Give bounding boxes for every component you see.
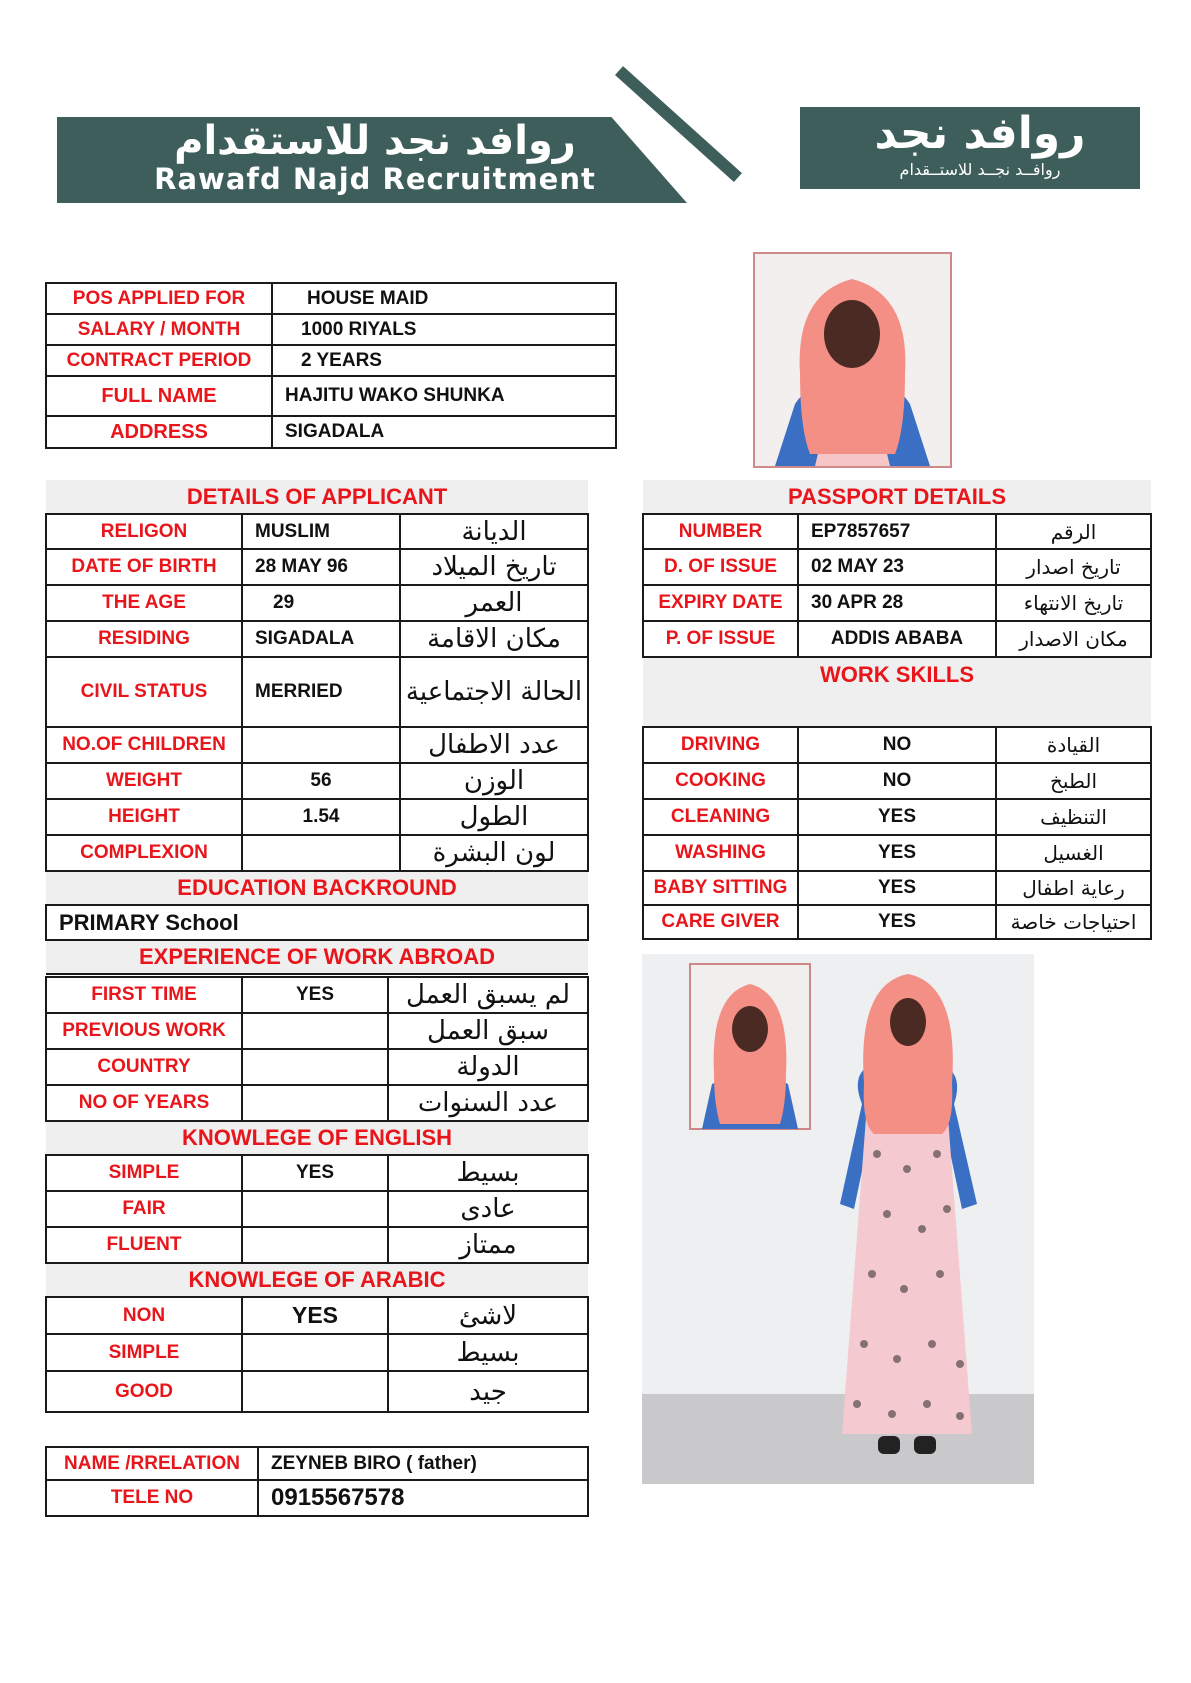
table-row-value xyxy=(242,1013,388,1049)
table-row-value: YES xyxy=(798,871,996,905)
table-row-label: SIMPLE xyxy=(46,1155,242,1191)
table-row-label: COUNTRY xyxy=(46,1049,242,1085)
table-row-ar: عادى xyxy=(388,1191,588,1227)
table-row-value xyxy=(242,835,400,871)
table-row-value: YES xyxy=(242,1155,388,1191)
education-title: EDUCATION BACKROUND xyxy=(46,871,588,905)
pos-label: POS APPLIED FOR xyxy=(46,283,272,314)
table-row-value: 02 MAY 23 xyxy=(798,549,996,585)
table-row-label: CARE GIVER xyxy=(643,905,798,939)
table-row-value: 30 APR 28 xyxy=(798,585,996,621)
portrait-photo xyxy=(753,252,952,468)
table-row-ar: تاريخ الميلاد xyxy=(400,549,588,585)
table-row-value: EP7857657 xyxy=(798,514,996,549)
table-row-label: DRIVING xyxy=(643,727,798,763)
table-row-ar: العمر xyxy=(400,585,588,621)
table-row-label: GOOD xyxy=(46,1371,242,1412)
table-row-label: FLUENT xyxy=(46,1227,242,1263)
table-row-label: COOKING xyxy=(643,763,798,799)
table-row-ar: بسيط xyxy=(388,1334,588,1371)
passport-title: PASSPORT DETAILS xyxy=(643,480,1151,514)
salary-value: 1000 RIYALS xyxy=(272,314,616,345)
address-value: SIGADALA xyxy=(272,416,616,448)
table-row-label: NON xyxy=(46,1297,242,1334)
table-row-label: WEIGHT xyxy=(46,763,242,799)
table-row-ar: ممتاز xyxy=(388,1227,588,1263)
logo-main-text: روافد نجد xyxy=(874,108,1086,159)
full-body-photo xyxy=(642,954,1034,1484)
table-row-ar: عدد الاطفال xyxy=(400,727,588,763)
table-row-ar: القيادة xyxy=(996,727,1151,763)
table-row-ar: الديانة xyxy=(400,514,588,549)
table-row-label: HEIGHT xyxy=(46,799,242,835)
contract-value: 2 YEARS xyxy=(272,345,616,376)
table-row-label: RELIGON xyxy=(46,514,242,549)
table-row-label: WASHING xyxy=(643,835,798,871)
position-table xyxy=(45,282,617,449)
table-row-ar: بسيط xyxy=(388,1155,588,1191)
relation-table xyxy=(45,1446,589,1517)
table-row-label: BABY SITTING xyxy=(643,871,798,905)
table-row-ar: الحالة الاجتماعية xyxy=(400,657,588,727)
table-row-value xyxy=(242,1085,388,1121)
relation-name-label: NAME /RRELATION xyxy=(46,1447,258,1480)
table-row-ar: عدد السنوات xyxy=(388,1085,588,1121)
table-row-value xyxy=(242,727,400,763)
header-title-ar: روافد نجد للاستقدام xyxy=(174,118,576,164)
table-row-ar: الغسيل xyxy=(996,835,1151,871)
table-row-label: DATE OF BIRTH xyxy=(46,549,242,585)
table-row-label: COMPLEXION xyxy=(46,835,242,871)
table-row-value xyxy=(242,1227,388,1263)
applicant-title: DETAILS OF APPLICANT xyxy=(46,480,588,514)
table-row-ar: لاشئ xyxy=(388,1297,588,1334)
table-row-ar: احتياجات خاصة xyxy=(996,905,1151,939)
applicant-table xyxy=(45,480,589,975)
table-row-value: 1.54 xyxy=(242,799,400,835)
table-row-label: FAIR xyxy=(46,1191,242,1227)
table-row-value xyxy=(242,1371,388,1412)
table-row-ar: التنظيف xyxy=(996,799,1151,835)
table-row-ar: تاريخ الانتهاء xyxy=(996,585,1151,621)
table-row-label: CLEANING xyxy=(643,799,798,835)
table-row-value: 28 MAY 96 xyxy=(242,549,400,585)
table-row-value: YES xyxy=(798,835,996,871)
table-row-label: PREVIOUS WORK xyxy=(46,1013,242,1049)
arabic-title: KNOWLEGE OF ARABIC xyxy=(46,1263,588,1297)
table-row-value: YES xyxy=(242,1297,388,1334)
table-row-ar: الوزن xyxy=(400,763,588,799)
table-row-value: 29 xyxy=(242,585,400,621)
table-row-value xyxy=(242,1049,388,1085)
table-row-ar: جيد xyxy=(388,1371,588,1412)
full-body-figure xyxy=(642,954,1034,1484)
table-row-ar: الطبخ xyxy=(996,763,1151,799)
table-row-label: EXPIRY DATE xyxy=(643,585,798,621)
table-row-label: FIRST TIME xyxy=(46,977,242,1013)
address-label: ADDRESS xyxy=(46,416,272,448)
contract-label: CONTRACT PERIOD xyxy=(46,345,272,376)
table-row-value xyxy=(242,1191,388,1227)
table-row-value: YES xyxy=(798,905,996,939)
table-row-value: YES xyxy=(798,799,996,835)
table-row-label: P. OF ISSUE xyxy=(643,621,798,657)
pos-value: HOUSE MAID xyxy=(272,283,616,314)
table-row-value: ADDIS ABABA xyxy=(798,621,996,657)
table-row-value: YES xyxy=(242,977,388,1013)
table-row-ar: لون البشرة xyxy=(400,835,588,871)
table-row-ar: رعاية اطفال xyxy=(996,871,1151,905)
table-row-label: RESIDING xyxy=(46,621,242,657)
name-value: HAJITU WAKO SHUNKA xyxy=(272,376,616,416)
tele-label: TELE NO xyxy=(46,1480,258,1516)
salary-label: SALARY / MONTH xyxy=(46,314,272,345)
table-row-ar: الرقم xyxy=(996,514,1151,549)
logo-sub-text: روافــد نجــد للاستــقدام xyxy=(899,160,1061,179)
table-row-label: NO.OF CHILDREN xyxy=(46,727,242,763)
header-title-en: Rawafd Najd Recruitment xyxy=(154,162,596,196)
table-row-label: NUMBER xyxy=(643,514,798,549)
table-row-ar: الطول xyxy=(400,799,588,835)
table-row-label: THE AGE xyxy=(46,585,242,621)
experience-title: EXPERIENCE OF WORK ABROAD xyxy=(46,940,588,974)
education-value: PRIMARY School xyxy=(46,905,588,940)
experience-table xyxy=(45,976,589,1413)
table-row-ar: لم يسبق العمل xyxy=(388,977,588,1013)
skills-title: WORK SKILLS xyxy=(643,657,1151,727)
table-row-value xyxy=(242,1334,388,1371)
table-row-value: 56 xyxy=(242,763,400,799)
table-row-value: MERRIED xyxy=(242,657,400,727)
relation-name-value: ZEYNEB BIRO ( father) xyxy=(258,1447,588,1480)
table-row-value: NO xyxy=(798,727,996,763)
table-row-value: NO xyxy=(798,763,996,799)
table-row-label: SIMPLE xyxy=(46,1334,242,1371)
table-row-ar: مكان الاصدار xyxy=(996,621,1151,657)
name-label: FULL NAME xyxy=(46,376,272,416)
table-row-ar: الدولة xyxy=(388,1049,588,1085)
english-title: KNOWLEGE OF ENGLISH xyxy=(46,1121,588,1155)
table-row-ar: مكان الاقامة xyxy=(400,621,588,657)
table-row-label: D. OF ISSUE xyxy=(643,549,798,585)
table-row-label: NO OF YEARS xyxy=(46,1085,242,1121)
table-row-label: CIVIL STATUS xyxy=(46,657,242,727)
table-row-value: SIGADALA xyxy=(242,621,400,657)
tele-value: 0915567578 xyxy=(258,1480,588,1516)
table-row-ar: سبق العمل xyxy=(388,1013,588,1049)
passport-table xyxy=(642,480,1152,940)
table-row-value: MUSLIM xyxy=(242,514,400,549)
table-row-ar: تاريخ اصدار xyxy=(996,549,1151,585)
portrait-figure xyxy=(755,254,950,466)
